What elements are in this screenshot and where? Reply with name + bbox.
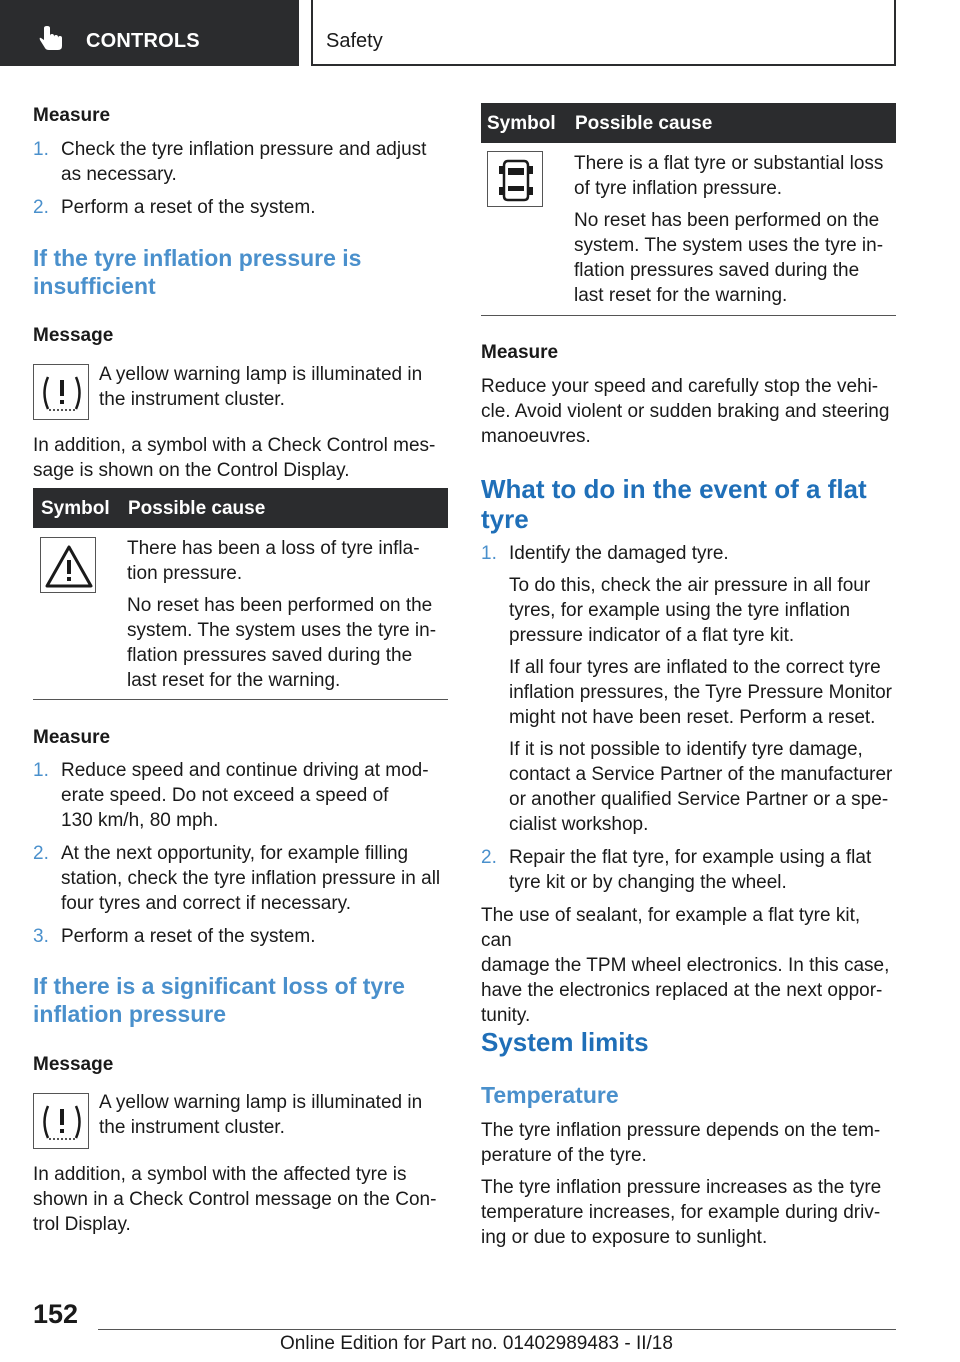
section-tab <box>0 0 299 66</box>
list-item <box>33 758 429 833</box>
warning-triangle-icon <box>40 537 96 593</box>
footer-rule <box>98 1329 896 1330</box>
text-line: system. The system uses the tyre in- <box>127 620 437 641</box>
section-heading <box>33 244 361 300</box>
list-text <box>61 195 315 220</box>
table-rule <box>481 315 896 316</box>
text-line: might not have been reset. Perform a reset. <box>509 707 876 728</box>
message-label: Message <box>33 1054 114 1075</box>
text-line: manoeuvres. <box>481 426 591 447</box>
text-line: flation pressures saved during the <box>574 260 860 281</box>
text-line: If it is not possible to identify tyre damage, <box>509 739 863 760</box>
text-line: Check the tyre inflation pressure and adjust <box>61 139 427 160</box>
tyre-pressure-warning-icon <box>33 1093 89 1149</box>
text-line: Perform a reset of the system. <box>61 926 316 947</box>
text-line: A yellow warning lamp is illuminated in <box>99 1092 423 1113</box>
paragraph <box>481 374 889 449</box>
measure-label: Measure <box>481 342 559 363</box>
text-line: or another qualified Service Partner or a spe- <box>509 789 889 810</box>
section-label: CONTROLS <box>86 30 200 52</box>
list-text <box>61 841 440 916</box>
cause-cell <box>574 151 883 308</box>
text-line: as necessary. <box>61 164 177 185</box>
list-number: 2. <box>33 843 49 864</box>
paragraph <box>33 433 435 483</box>
text-line: A yellow warning lamp is illuminated in <box>99 364 423 385</box>
section-heading <box>33 972 405 1028</box>
text-line: tion pressure. <box>127 563 243 584</box>
list-item <box>33 137 426 187</box>
text-line: cialist workshop. <box>509 814 649 835</box>
text-line: four tyres and correct if necessary. <box>61 893 352 914</box>
list-item <box>33 195 315 220</box>
text-line: station, check the tyre inflation pressure in all <box>61 868 441 889</box>
list-text <box>61 137 426 187</box>
text-line: flation pressures saved during the <box>127 645 413 666</box>
hand-pointer-icon <box>38 26 66 52</box>
list-number: 2. <box>481 847 497 868</box>
text-line: contact a Service Partner of the manufacturer <box>509 764 893 785</box>
measure-label: Measure <box>33 105 111 126</box>
text-line: If all four tyres are inflated to the correct tyre <box>509 657 881 678</box>
text-line: Reduce speed and continue driving at mod- <box>61 760 429 781</box>
text-line: shown in a Check Control message on the Con- <box>33 1189 437 1210</box>
text-line: The tyre inflation pressure increases as the tyre <box>481 1177 882 1198</box>
paragraph <box>481 903 896 1028</box>
list-number: 1. <box>33 760 49 781</box>
section-heading <box>481 474 867 534</box>
column-header-symbol: Symbol <box>41 498 110 519</box>
text-line: last reset for the warning. <box>574 285 788 306</box>
chapter-label: Safety <box>326 30 383 52</box>
list-item <box>481 845 896 895</box>
text-line: There is a flat tyre or substantial loss <box>574 153 884 174</box>
page-header <box>0 0 960 66</box>
list-number: 3. <box>33 926 49 947</box>
heading-line: tyre <box>481 504 529 534</box>
paragraph <box>481 1118 880 1168</box>
text-line: have the electronics replaced at the next oppor- <box>481 980 883 1001</box>
list-text <box>61 758 429 833</box>
text-line: tyres, for example using the tyre inflation <box>509 600 851 621</box>
text-line: trol Display. <box>33 1214 131 1235</box>
text-line: damage the TPM wheel electronics. In this case, <box>481 955 890 976</box>
message-label: Message <box>33 325 114 346</box>
chapter-box <box>311 0 896 66</box>
text-line: No reset has been performed on the <box>574 210 880 231</box>
paragraph <box>33 1162 436 1237</box>
edition-text: Online Edition for Part no. 01402989483 - II/18 <box>280 1333 673 1354</box>
text-line: temperature increases, for example during driv- <box>481 1202 881 1223</box>
column-header-cause: Possible cause <box>128 498 266 519</box>
list-text <box>61 924 315 949</box>
text-line: Identify the damaged tyre. <box>509 543 729 564</box>
list-text <box>509 845 871 895</box>
lamp-description <box>99 1090 422 1140</box>
lamp-description <box>99 362 422 412</box>
list-number: 2. <box>33 197 49 218</box>
heading-line: If there is a significant loss of tyre <box>33 973 405 999</box>
text-line: sage is shown on the Control Display. <box>33 460 350 481</box>
column-header-symbol: Symbol <box>487 113 556 134</box>
subsection-heading: Temperature <box>481 1082 619 1108</box>
list-item <box>33 924 315 949</box>
measure-label: Measure <box>33 727 111 748</box>
section-heading: System limits <box>481 1027 649 1057</box>
table-header <box>481 103 896 143</box>
text-line: the instrument cluster. <box>99 1117 285 1138</box>
text-line: system. The system uses the tyre in- <box>574 235 884 256</box>
text-line: the instrument cluster. <box>99 389 285 410</box>
text-line: The use of sealant, for example a flat tyre kit, can <box>481 905 861 951</box>
list-item <box>481 541 896 837</box>
text-line: Reduce your speed and carefully stop the vehi- <box>481 376 879 397</box>
text-line: At the next opportunity, for example filling <box>61 843 409 864</box>
page-number: 152 <box>33 1299 79 1329</box>
text-line: inflation pressures, the Tyre Pressure Monitor <box>509 682 892 703</box>
text-line: The tyre inflation pressure depends on the tem- <box>481 1120 881 1141</box>
cause-cell <box>127 536 436 693</box>
list-item <box>33 841 440 916</box>
text-line: cle. Avoid violent or sudden braking and steering <box>481 401 890 422</box>
text-line: perature of the tyre. <box>481 1145 647 1166</box>
text-line: tunity. <box>481 1005 531 1026</box>
text-line: Repair the flat tyre, for example using a flat <box>509 847 872 868</box>
text-line: last reset for the warning. <box>127 670 341 691</box>
text-line: erate speed. Do not exceed a speed of <box>61 785 389 806</box>
list-text <box>509 541 892 837</box>
text-line: No reset has been performed on the <box>127 595 433 616</box>
text-line: 130 km/h, 80 mph. <box>61 810 219 831</box>
text-line: Perform a reset of the system. <box>61 197 316 218</box>
text-line: There has been a loss of tyre infla- <box>127 538 420 559</box>
text-line: tyre kit or by changing the wheel. <box>509 872 787 893</box>
column-header-cause: Possible cause <box>575 113 713 134</box>
heading-line: If the tyre inflation pressure is <box>33 245 362 271</box>
heading-line: inflation pressure <box>33 1001 226 1027</box>
text-line: ing or due to exposure to sunlight. <box>481 1227 768 1248</box>
tyre-pressure-warning-icon <box>33 364 89 420</box>
heading-line: What to do in the event of a flat <box>481 474 867 504</box>
heading-line: insufficient <box>33 273 156 299</box>
list-number: 1. <box>481 543 497 564</box>
text-line: In addition, a symbol with a Check Control mes- <box>33 435 436 456</box>
car-flat-tyre-icon <box>487 151 543 207</box>
table-rule <box>33 699 448 700</box>
table-header <box>33 488 448 528</box>
text-line: pressure indicator of a flat tyre kit. <box>509 625 795 646</box>
list-number: 1. <box>33 139 49 160</box>
text-line: In addition, a symbol with the affected tyre is <box>33 1164 407 1185</box>
paragraph <box>481 1175 881 1250</box>
text-line: To do this, check the air pressure in all four <box>509 575 871 596</box>
text-line: of tyre inflation pressure. <box>574 178 783 199</box>
